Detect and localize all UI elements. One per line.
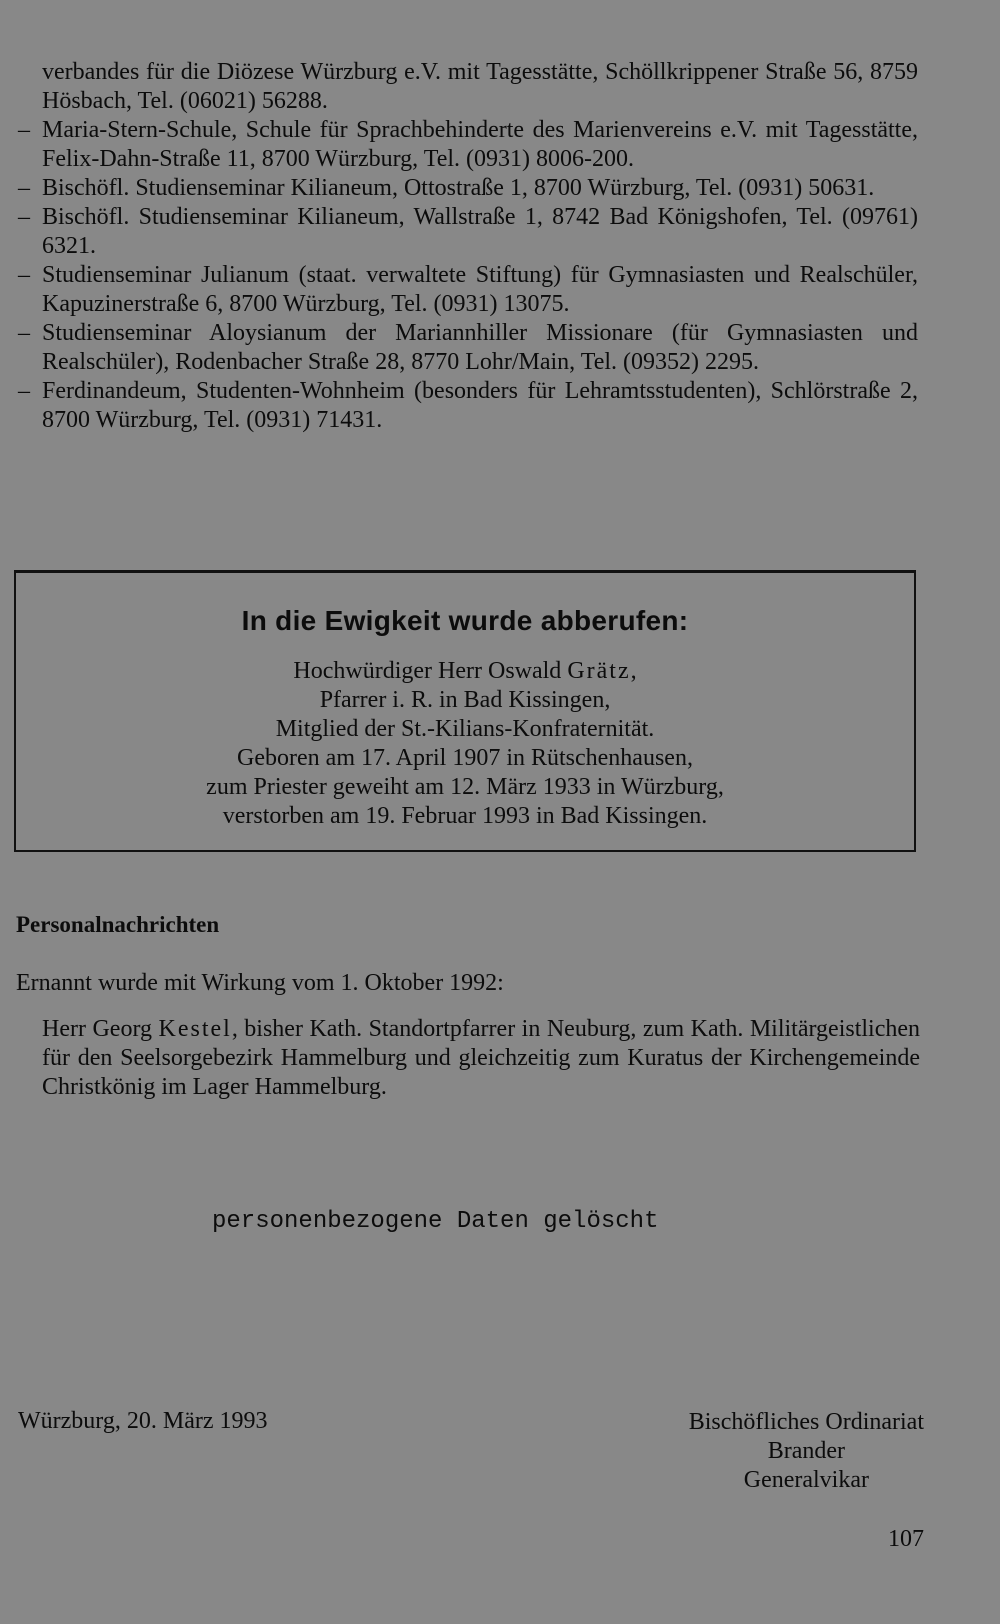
- appointment-intro: Ernannt wurde mit Wirkung vom 1. Oktober 1992:: [16, 970, 504, 996]
- signature-block: [689, 1408, 924, 1495]
- obituary-box: [14, 570, 916, 852]
- redaction-note: personenbezogene Daten gelöscht: [212, 1208, 659, 1235]
- issuer: Bischöfliches Ordinariat: [688, 1409, 924, 1435]
- obituary-line: zum Priester geweiht am 12. März 1933 in Würzburg,: [206, 774, 724, 800]
- page-number: 107: [888, 1526, 924, 1552]
- obituary-line: Mitglied der St.-Kilians-Konfraternität.: [275, 716, 655, 742]
- section-title: Personalnachrichten: [16, 912, 220, 937]
- list-item: – Studienseminar Aloysianum der Mariannhiller Missionare (für Gymnasiasten und Realschüler), Rodenbacher Straße 28, 8770 Lohr/Main, Tel. (09352) 2295.: [18, 319, 918, 377]
- appointment-suffix: , bisher Kath. Standortpfarrer in Neuburg, zum Kath. Militärgeistlichen für den Seelsorgebezirk Hammelburg und gleichzeitig zum Kuratus der Kirchengemeinde Christkönig im Lager Hammelburg.: [42, 1016, 921, 1100]
- obituary-surname: Grätz: [567, 658, 631, 684]
- list-item: – Bischöfl. Studienseminar Kilianeum, Ottostraße 1, 8700 Würzburg, Tel. (0931) 50631.: [18, 174, 918, 203]
- signatory: Brander: [767, 1438, 846, 1464]
- obituary-line: Geboren am 17. April 1907 in Rütschenhausen,: [237, 745, 693, 771]
- obituary-name-line: [16, 657, 914, 686]
- list-item: – Bischöfl. Studienseminar Kilianeum, Wallstraße 1, 8742 Bad Königshofen, Tel. (09761) 6321.: [18, 203, 918, 261]
- obituary-line: Pfarrer i. R. in Bad Kissingen,: [319, 687, 611, 713]
- appointment-surname: Kestel: [158, 1016, 232, 1042]
- list-item: verbandes für die Diözese Würzburg e.V. mit Tagesstätte, Schöllkrippener Straße 56, 8759 Hösbach, Tel. (06021) 56288.: [42, 59, 918, 114]
- obituary-name-prefix: Hochwürdiger Herr Oswald: [293, 658, 568, 684]
- list-item: – Ferdinandeum, Studenten-Wohnheim (besonders für Lehramtsstudenten), Schlörstraße 2, 8700 Würzburg, Tel. (0931) 71431.: [18, 377, 918, 435]
- institution-list: [18, 58, 918, 435]
- obituary-heading: In die Ewigkeit wurde abberufen:: [241, 605, 689, 636]
- list-item: – Maria-Stern-Schule, Schule für Sprachbehinderte des Marienvereins e.V. mit Tagesstätte, Felix-Dahn-Straße 11, 8700 Würzburg, Tel. (0931) 8006-200.: [18, 116, 918, 174]
- obituary-line: verstorben am 19. Februar 1993 in Bad Kissingen.: [222, 803, 708, 829]
- appointment-prefix: Herr Georg: [42, 1016, 159, 1042]
- list-item: – Studienseminar Julianum (staat. verwaltete Stiftung) für Gymnasiasten und Realschüler, Kapuzinerstraße 6, 8700 Würzburg, Tel. (0931) 13075.: [18, 261, 918, 319]
- place-date: Würzburg, 20. März 1993: [18, 1408, 268, 1434]
- appointment-text: [42, 1015, 920, 1102]
- signatory-role: Generalvikar: [743, 1467, 869, 1493]
- obituary-text: [16, 657, 914, 831]
- obituary-name-suffix: ,: [630, 658, 637, 684]
